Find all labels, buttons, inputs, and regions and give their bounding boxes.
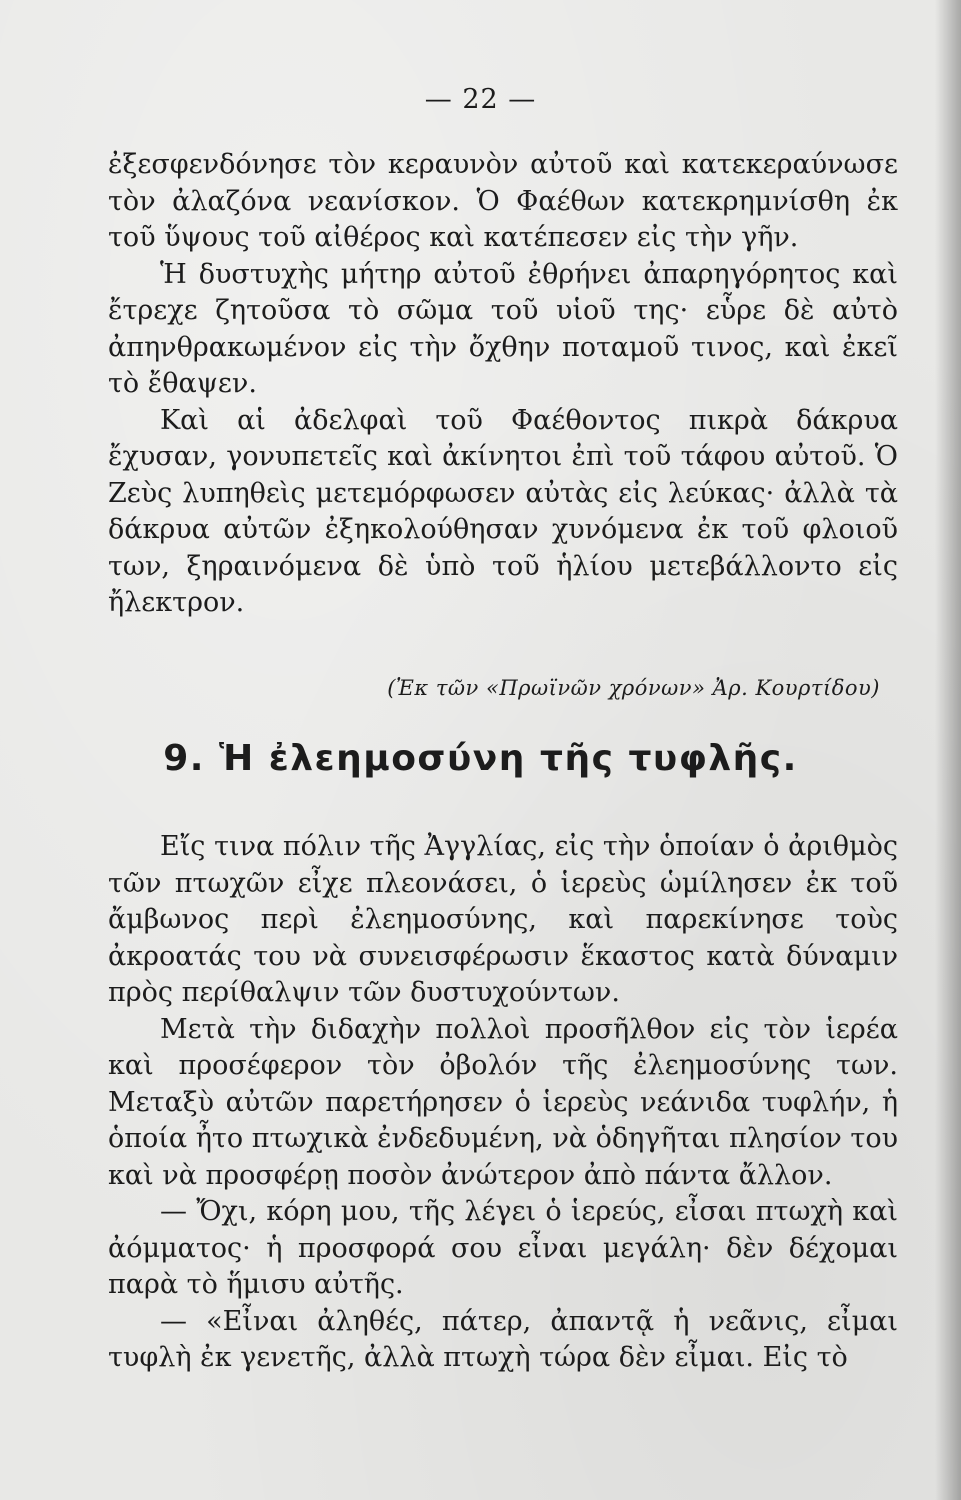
- dialogue-paragraph: — «Εἶναι ἀληθές, πάτερ, ἀπαντᾷ ἡ νεᾶνις, εἶμαι τυφλὴ ἐκ γενετῆς, ἀλλὰ πτωχὴ τώρα δὲν εἶμαι. Εἰς τὸ: [108, 1305, 898, 1373]
- paragraph: Εἴς τινα πόλιν τῆς Ἀγγλίας, εἰς τὴν ὁποίαν ὁ ἀριθμὸς τῶν πτωχῶν εἶχε πλεονάσει, ὁ ἱερεὺς ὡμίλησεν ἐκ τοῦ ἄμβωνος περὶ ἐλεημοσύνης, καὶ παρεκίνησε τοὺς ἀκροατάς του νὰ συνεισφέρωσιν ἕκαστος κατὰ δύναμιν πρὸς περίθαλψιν τῶν δυστυχούντων.: [108, 831, 898, 1008]
- source-citation: (Ἐκ τῶν «Πρωϊνῶν χρόνων» Ἀρ. Κουρτίδου): [387, 676, 880, 700]
- story-text-phaethon: [108, 147, 898, 622]
- page-number: — 22 —: [424, 84, 537, 115]
- paragraph: ἐξεσφενδόνησε τὸν κεραυνὸν αὐτοῦ καὶ κατεκεραύνωσε τὸν ἀλαζόνα νεανίσκον. Ὁ Φαέθων κατεκρημνίσθη ἐκ τοῦ ὕψους τοῦ αἰθέρος καὶ κατέπεσεν εἰς τὴν γῆν.: [108, 149, 898, 253]
- paragraph: Μετὰ τὴν διδαχὴν πολλοὶ προσῆλθον εἰς τὸν ἱερέα καὶ προσέφερον τὸν ὀβολόν τῆς ἐλεημοσύνης των. Μεταξὺ αὐτῶν παρετήρησεν ὁ ἱερεὺς νεάνιδα τυφλήν, ἡ ὁποία ἦτο πτωχικὰ ἐνδεδυμένη, νὰ ὁδηγῆται πλησίον του καὶ νὰ προσφέρῃ ποσὸν ἀνώτερον ἀπὸ πάντα ἄλλον.: [108, 1013, 898, 1191]
- section-heading: 9. Ἡ ἐλεημοσύνη τῆς τυφλῆς.: [163, 738, 798, 779]
- paragraph: Καὶ αἱ ἀδελφαὶ τοῦ Φαέθοντος πικρὰ δάκρυα ἔχυσαν, γονυπετεῖς καὶ ἀκίνητοι ἐπὶ τοῦ τάφου αὐτοῦ. Ὁ Ζεὺς λυπηθεὶς μετεμόρφωσεν αὐτὰς εἰς λεύκας· ἀλλὰ τὰ δάκρυα αὐτῶν ἐξηκολούθησαν χυνόμενα ἐκ τοῦ φλοιοῦ των, ξηραινόμενα δὲ ὑπὸ τοῦ ἡλίου μετεβάλλοντο εἰς ἤλεκτρον.: [108, 404, 898, 618]
- story-text-charity: [108, 829, 898, 1377]
- paragraph: Ἡ δυστυχὴς μήτηρ αὐτοῦ ἐθρήνει ἀπαρηγόρητος καὶ ἔτρεχε ζητοῦσα τὸ σῶμα τοῦ υἱοῦ της· εὗρε δὲ αὐτὸ ἀπηνθρακωμένον εἰς τὴν ὄχθην ποταμοῦ τινος, καὶ ἐκεῖ τὸ ἔθαψεν.: [108, 258, 898, 399]
- dialogue-paragraph: — Ὄχι, κόρη μου, τῆς λέγει ὁ ἱερεύς, εἶσαι πτωχὴ καὶ ἀόμματος· ἡ προσφορά σου εἶναι μεγάλη· δὲν δέχομαι παρὰ τὸ ἥμισυ αὐτῆς.: [108, 1196, 898, 1300]
